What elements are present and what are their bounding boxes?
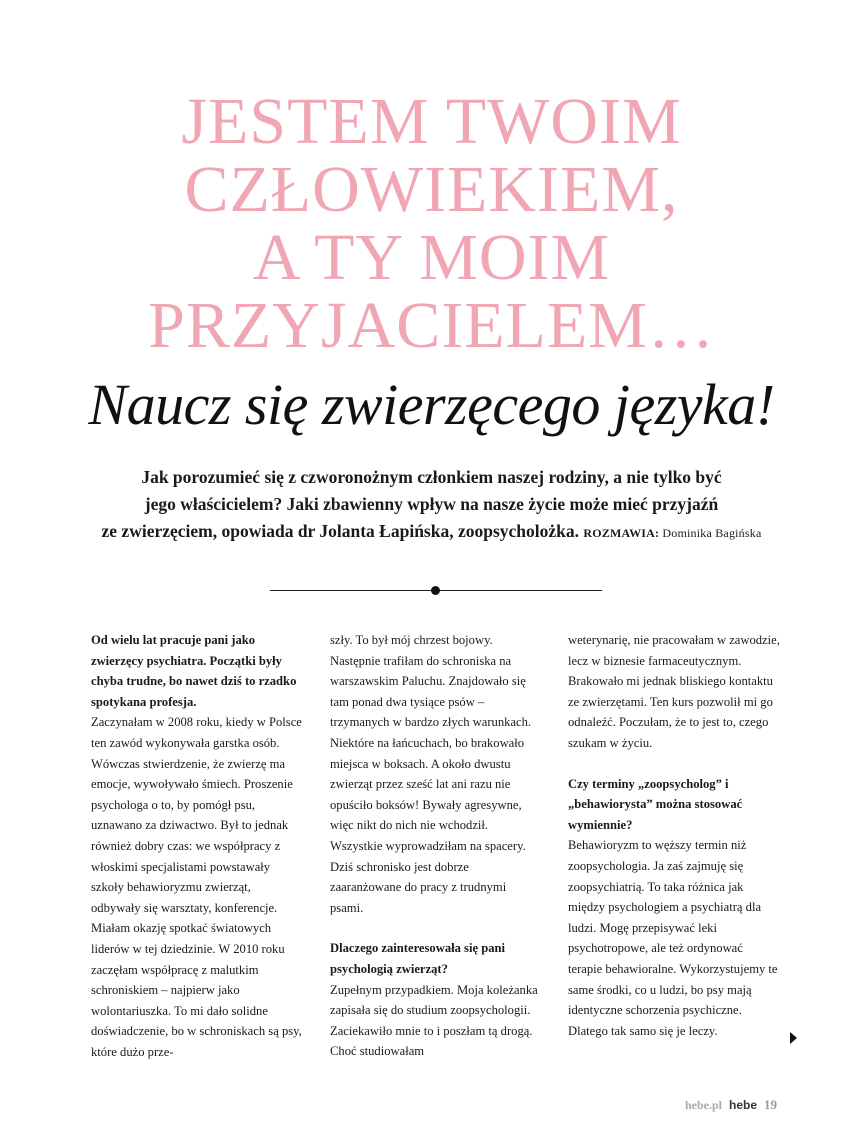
title-line: PRZYJACIELEM…: [148, 289, 715, 362]
footer-brand-logo: hebe: [728, 1098, 757, 1112]
interview-answer: weterynarię, nie pracowałam w zawodzie, lecz w biznesie farmaceutycznym. Brakowało mi jednak bliskiego kontaktu ze zwierzętami. Ten kurs pozwolił mi go odnaleźć. Poczułam, że to jest to, czego szukam w życiu.: [568, 633, 780, 750]
article-subtitle: Naucz się zwierzęcego języka!: [88, 372, 775, 437]
title-line: A TY MOIM: [252, 221, 611, 294]
lead-line: jego właścicielem? Jaki zbawienny wpływ na nasze życie może mieć przyjaźń: [144, 494, 719, 514]
text-column-1: [91, 630, 303, 1062]
lead-line-text: ze zwierzęciem, opowiada dr Jolanta Łapińska, zoopsycholożka.: [101, 521, 580, 541]
interview-credit: [583, 526, 761, 540]
credit-name: Dominika Bagińska: [662, 526, 762, 540]
divider-dot-icon: [431, 586, 440, 595]
lead-line: Jak porozumieć się z czworonożnym członkiem naszej rodziny, a nie tylko być: [141, 467, 722, 487]
interview-question: Dlaczego zainteresowała się pani psychologią zwierząt?: [330, 941, 506, 976]
interview-answer: Zupełnym przypadkiem. Moja koleżanka zapisała się do studium zoopsychologii. Zaciekawiło mnie to i poszłam tą drogą. Choć studiowałam: [330, 982, 538, 1059]
footer-site: hebe.pl: [684, 1098, 722, 1112]
interview-answer: Zaczynałam w 2008 roku, kiedy w Polsce ten zawód wykonywała garstka osób. Wówczas stwierdzenie, że zwierzę ma emocje, wywoływało śmiech. Proszenie psychologa o to, by pomógł psu, uznawano za dziwactwo. Był to jednak również dobry czas: we współpracy z włoskimi specjalistami powstawały szkoły behawioryzmu zwierząt, odbywały się warsztaty, konferencje. Miałam okazję spotkać światowych liderów w tej dziedzinie. W 2010 roku zaczęłam współpracę z malutkim schroniskiem – najpierw jako wolontariuszka. To mi dało solidne doświadczenie, bo w schroniskach są psy, które dużo prze-: [91, 715, 302, 1059]
interview-question: Czy terminy „zoopsycholog” i „behawiorysta” można stosować wymiennie?: [568, 776, 743, 832]
page-footer: [685, 1097, 777, 1113]
interview-answer: szły. To był mój chrzest bojowy. Następnie trafiłam do schroniska na warszawskim Paluchu. Znajdowało się tam ponad dwa tysiące psów – trzymanych w bardzo złych warunkach. Niektóre na łańcuchach, bo brakowało miejsca w boksach. A około dwustu zwierząt przez sześć lat ani razu nie opuściło boksów! Bywały agresywne, więc nikt do nich nie wchodził. Wszystkie wyprowadziłam na spacery. Dziś schronisko jest dobrze zaaranżowane do pracy z trudnymi psami.: [330, 633, 532, 915]
article-lead: [40, 464, 823, 547]
interview-question: Od wielu lat pracuje pani jako zwierzęcy psychiatra. Początki były chyba trudne, bo nawet dziś to rzadko spotykana profesja.: [91, 633, 297, 709]
title-line: JESTEM TWOIM: [181, 85, 682, 158]
lead-line-last: [40, 518, 823, 547]
page-number: 19: [764, 1097, 777, 1112]
text-column-3: [568, 630, 780, 1041]
title-line: CZŁOWIEKIEM,: [184, 153, 679, 226]
interview-answer: Behawioryzm to węższy termin niż zoopsychologia. Ja zaś zajmuję się zoopsychiatrią. To taka różnica jak między psychologiem a psychiatrą dla ludzi. Mogę przepisywać leki psychotropowe, ale też ordynować terapie behawioralne. Wykorzystujemy te same środki, co u ludzi, bo psy mają identyczne schorzenia psychiczne. Dlatego tak samo się je leczy.: [568, 838, 778, 1038]
article-title: [0, 85, 863, 362]
credit-label: ROZMAWIA:: [583, 526, 660, 540]
text-column-2: [330, 630, 542, 1062]
arrow-right-icon[interactable]: [790, 1032, 797, 1044]
